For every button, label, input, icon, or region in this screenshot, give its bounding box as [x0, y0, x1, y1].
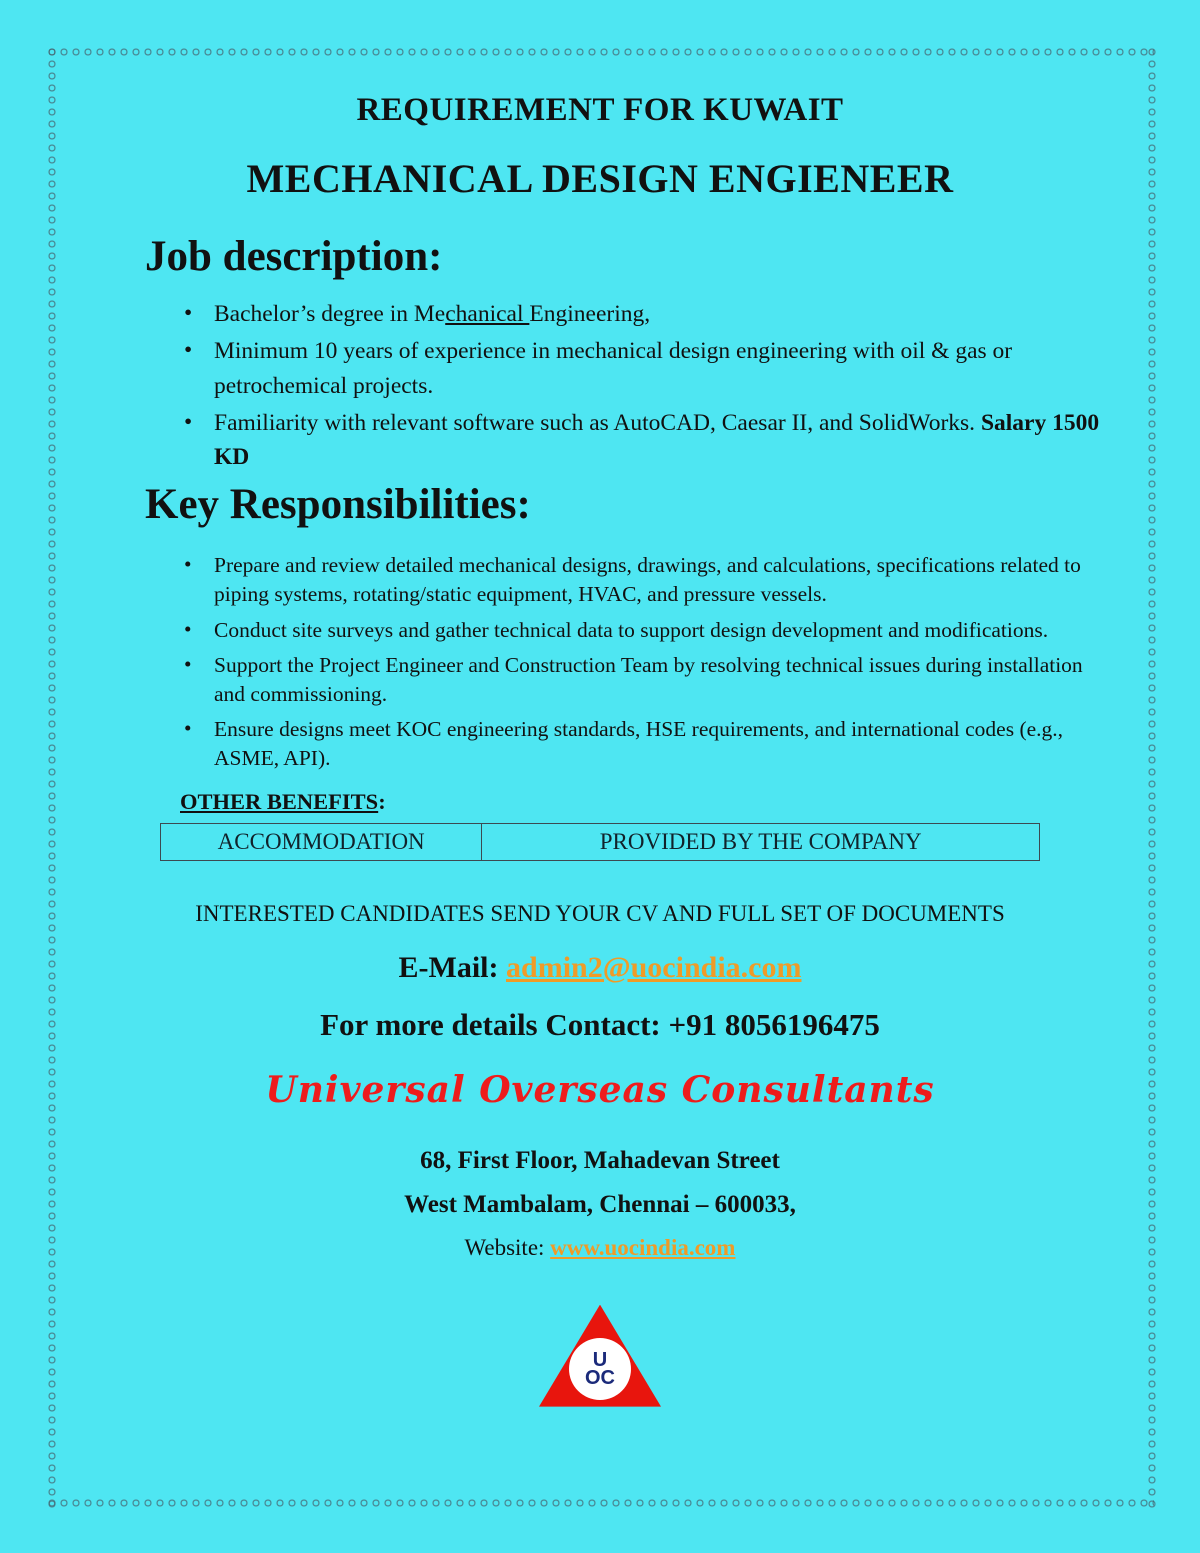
salary-text: Salary 1500 KD — [214, 409, 1100, 471]
website-line — [48, 1235, 1152, 1261]
other-benefits-label: OTHER BENEFITS: — [180, 788, 386, 814]
interested-candidates-text: INTERESTED CANDIDATES SEND YOUR CV AND FULL SET OF DOCUMENTS — [195, 900, 1005, 926]
key-responsibilities-heading: Key Responsibilities: — [145, 481, 531, 529]
logo-letter-u: U — [592, 1348, 608, 1371]
logo-circle — [569, 1338, 631, 1400]
benefits-table-cell-accommodation: ACCOMMODATION — [161, 824, 482, 860]
underlined-text: chanical — [445, 301, 530, 327]
benefits-table — [160, 823, 1040, 861]
logo-letters-oc: OC — [585, 1366, 615, 1389]
job-bullet-experience: • Minimum 10 years of experience in mechanical design engineering with oil & gas or petrochemical projects. — [214, 334, 1112, 403]
page-title: REQUIREMENT FOR KUWAIT — [356, 92, 844, 128]
responsibility-bullet: • Ensure designs meet KOC engineering standards, HSE requirements, and international codes (e.g., ASME, API). — [214, 715, 1112, 772]
website-label: Website: — [464, 1234, 551, 1260]
responsibility-bullet: • Conduct site surveys and gather technical data to support design development and modifications. — [214, 616, 1112, 645]
logo-container — [48, 1305, 1152, 1407]
email-label: E-Mail: — [398, 950, 507, 984]
website-link[interactable]: www.uocindia.com — [550, 1234, 736, 1260]
company-name: Universal Overseas Consultants — [265, 1068, 935, 1111]
responsibility-bullet: • Prepare and review detailed mechanical designs, drawings, and calculations, specifications related to piping systems, rotating/static equipment, HVAC, and pressure vessels. — [214, 551, 1112, 608]
email-line — [48, 951, 1152, 985]
job-description-list — [182, 297, 1152, 474]
job-bullet-software: • Familiarity with relevant software such as AutoCAD, Caesar II, and SolidWorks. Salary 1500 KD — [214, 406, 1112, 475]
responsibility-bullet: • Support the Project Engineer and Construction Team by resolving technical issues during installation and commissioning. — [214, 651, 1112, 708]
address-line-2: West Mambalam, Chennai – 600033, — [404, 1190, 796, 1218]
flyer-content — [48, 48, 1152, 1407]
job-title: MECHANICAL DESIGN ENGIENEER — [246, 156, 954, 201]
job-bullet-degree: • Bachelor’s degree in Mechanical Engineering, — [214, 297, 1112, 331]
contact-line: For more details Contact: +91 8056196475 — [320, 1006, 880, 1042]
job-description-heading: Job description: — [145, 233, 443, 280]
key-responsibilities-list — [182, 551, 1152, 772]
decorative-border-bottom — [46, 1497, 1154, 1509]
benefits-table-cell-provided: PROVIDED BY THE COMPANY — [599, 828, 922, 854]
address-line-1: 68, First Floor, Mahadevan Street — [420, 1146, 780, 1174]
email-link[interactable]: admin2@uocindia.com — [506, 950, 802, 984]
uoc-logo — [539, 1305, 661, 1407]
